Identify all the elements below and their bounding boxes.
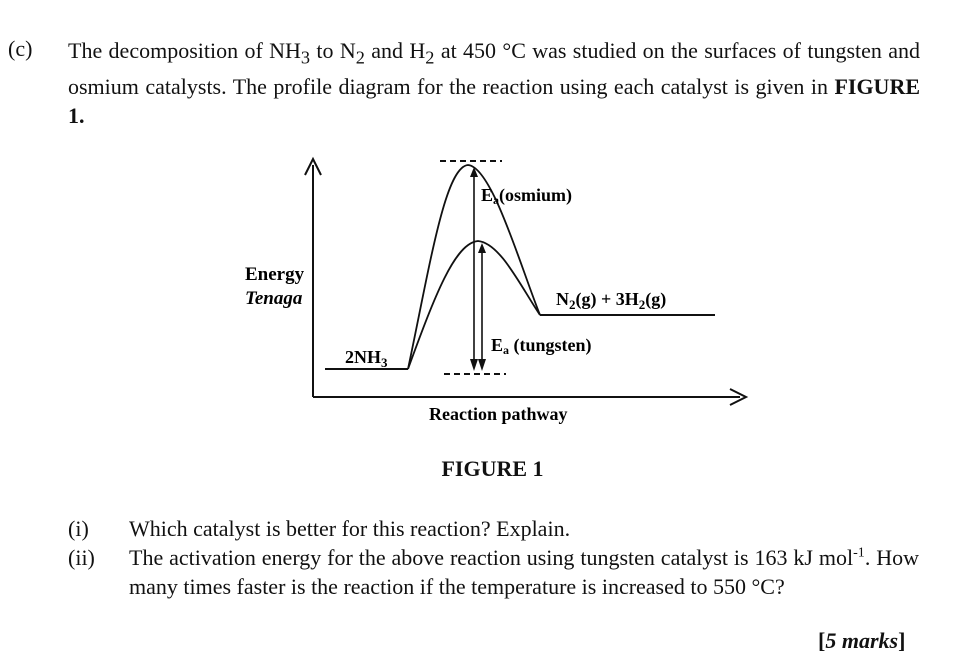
marks-allocation: [5 marks] xyxy=(818,628,906,653)
x-axis-label: Reaction pathway xyxy=(429,404,568,424)
question-number: (i) xyxy=(68,516,89,541)
previous-marks-bracket-fragment xyxy=(818,0,918,2)
question-text: The activation energy for the above reaction using tungsten catalyst is 163 kJ mol$^{-1}$. How many times faster is the reaction if the temperature is increased to 550 °C? xyxy=(129,545,920,599)
y-axis-label-english: Energy xyxy=(245,264,305,285)
ea-tungsten-label: Ea (tungsten) xyxy=(491,335,592,357)
figure-reference: FIGURE 1. xyxy=(68,74,920,129)
question-intro: The decomposition of $NH_3$ to $N_2$ and $H_2$ at 450 °C was studied on the surfaces of tungsten and osmium catalysts. The profile diagram for the reaction using each catalyst is given in FIGURE 1. xyxy=(68,38,920,129)
question-text: Which catalyst is better for this reaction? Explain. xyxy=(129,516,571,541)
y-axis-label-malay: Tenaga xyxy=(245,288,303,309)
ea-osmium-label: Ea(osmium) xyxy=(481,185,573,207)
part-label: (c) xyxy=(8,36,33,61)
energy-profile-diagram xyxy=(230,145,760,435)
figure-caption: FIGURE 1 xyxy=(441,456,544,481)
question-number: (ii) xyxy=(68,545,95,570)
reactant-label: $2NH_3$ xyxy=(345,347,388,370)
product-label: $N_2(g) + 3H_2(g)$ xyxy=(556,289,667,312)
